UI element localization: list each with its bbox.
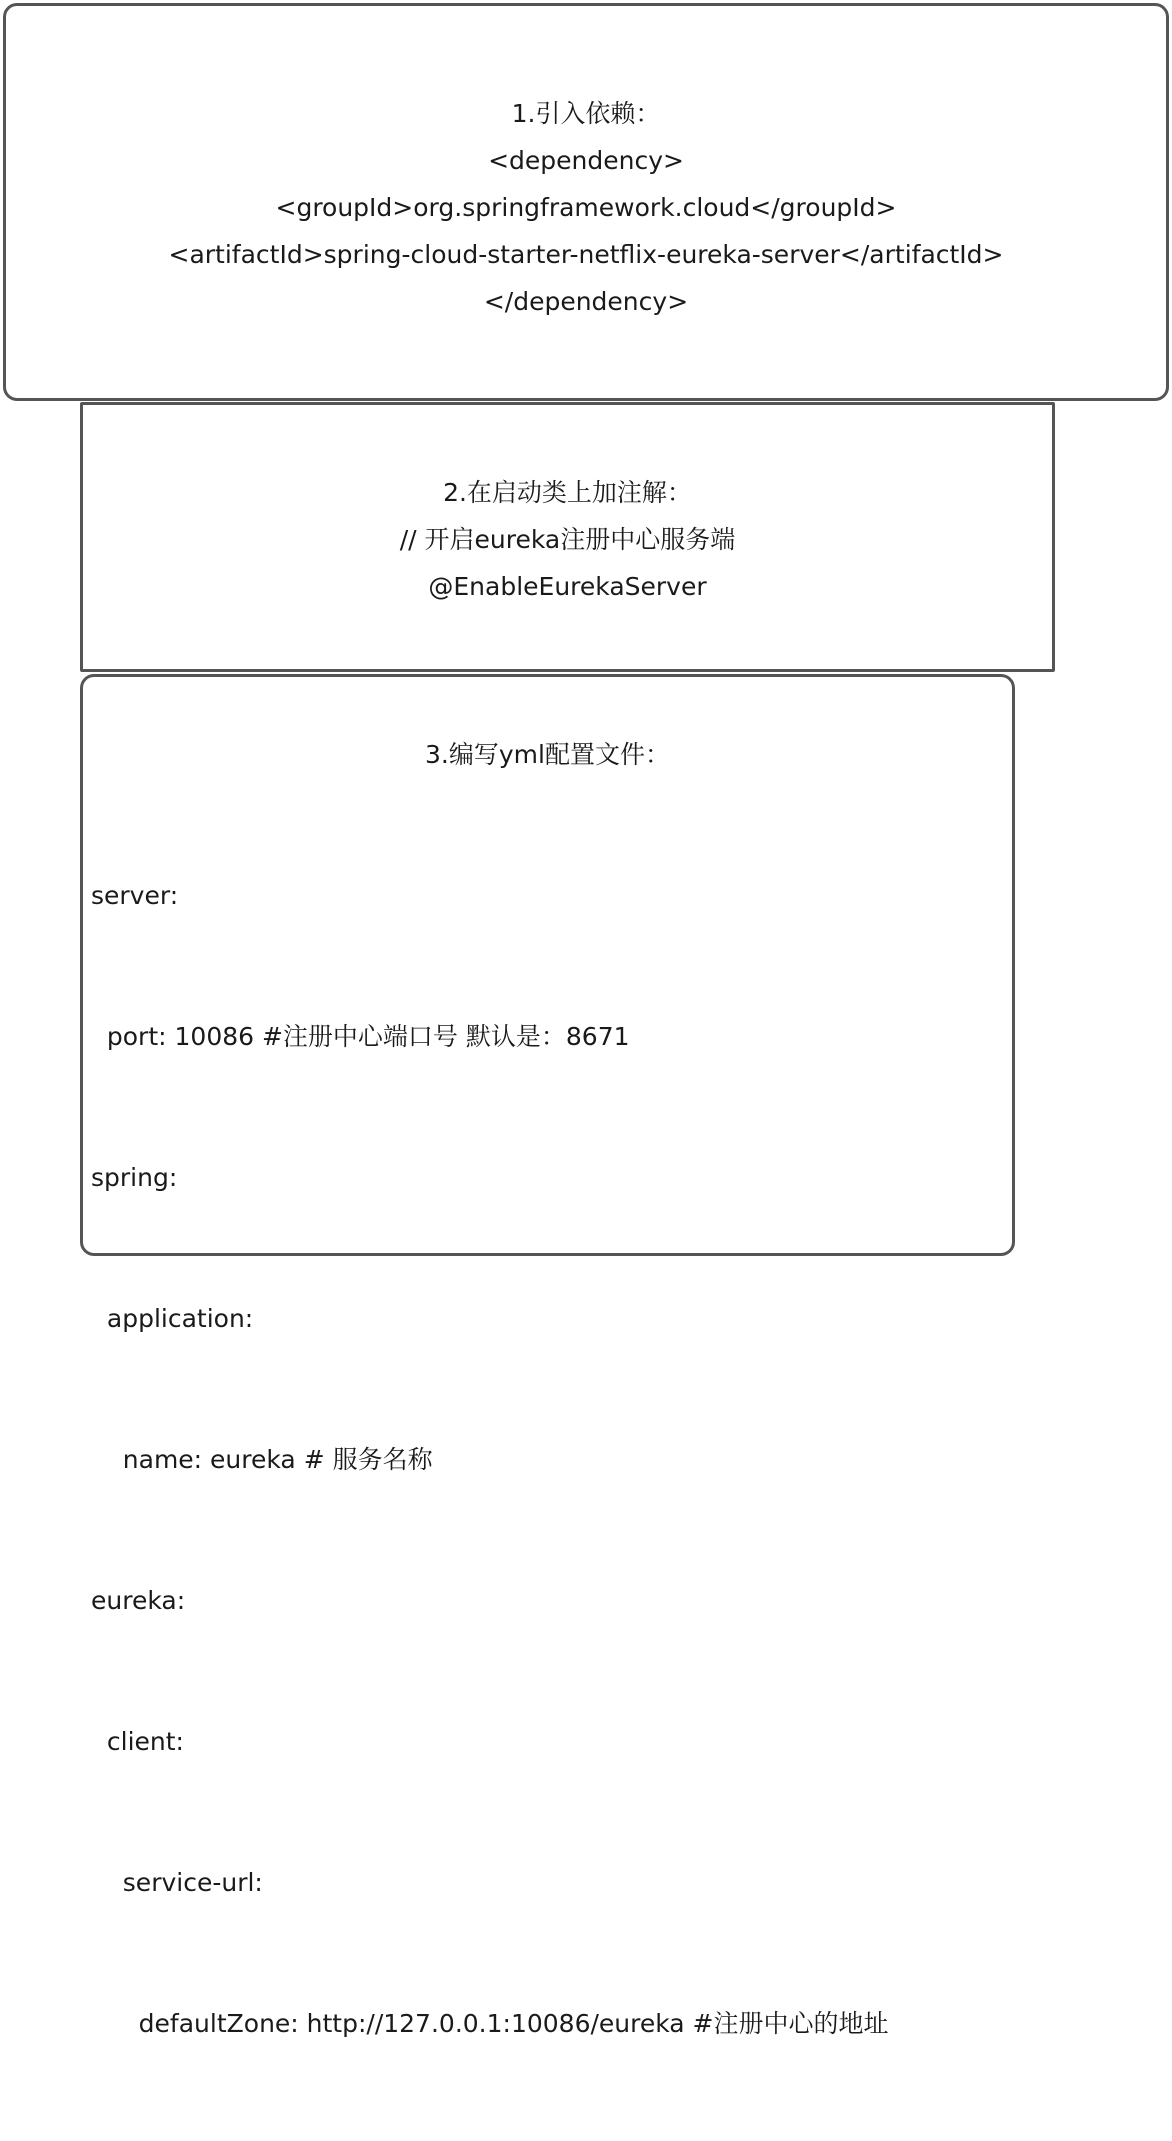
- yml-line: spring:: [91, 1163, 178, 1192]
- yml-line: client:: [91, 1727, 184, 1756]
- annotation-content: [83, 469, 1052, 610]
- yml-line: eureka:: [91, 1586, 186, 1615]
- yml-line: port: 10086 #注册中心端口号 默认是：8671: [91, 1022, 630, 1051]
- dependency-line: <groupId>org.springframework.cloud</groupId>: [275, 193, 897, 222]
- dependency-line: <artifactId>spring-cloud-starter-netflix-eureka-server</artifactId>: [168, 240, 1004, 269]
- annotation-title: 2.在启动类上加注解：: [443, 478, 692, 507]
- dependency-box: [3, 3, 1169, 401]
- yml-config-code: [91, 778, 889, 2141]
- yml-line: defaultZone: http://127.0.0.1:10086/eureka #注册中心的地址: [91, 2009, 889, 2038]
- annotation-code: @EnableEurekaServer: [428, 572, 707, 601]
- yml-line: service-url:: [91, 1868, 263, 1897]
- yml-line: name: eureka # 服务名称: [91, 1445, 433, 1474]
- dependency-line: <dependency>: [488, 146, 684, 175]
- yml-config-title: 3.编写yml配置文件：: [425, 740, 670, 769]
- dependency-line: </dependency>: [483, 287, 689, 316]
- annotation-box: [80, 402, 1055, 672]
- yml-line: application:: [91, 1304, 254, 1333]
- yml-config-box: [80, 674, 1015, 2038]
- yml-line: server:: [91, 881, 179, 910]
- annotation-comment: // 开启eureka注册中心服务端: [399, 525, 736, 554]
- dependency-title: 1.引入依赖：: [511, 99, 661, 128]
- dependency-content: [6, 90, 1166, 325]
